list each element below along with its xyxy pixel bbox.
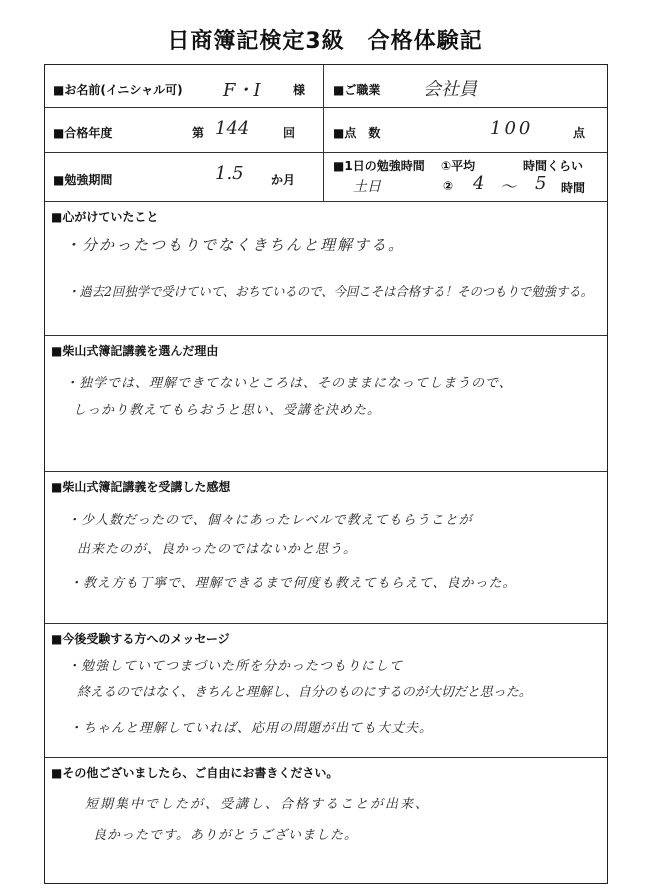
job-value: 会社員 xyxy=(423,79,477,100)
score-label: ■点 数 xyxy=(333,126,381,140)
column-divider xyxy=(323,65,324,201)
year-prefix: 第 xyxy=(192,126,205,140)
handwritten-line: 終えるのではなく、きちんと理解し、自分のものにするのが大切だと思った。 xyxy=(77,685,532,700)
handwritten-line: ・勉強していてつまづいた所を分かったつもりにして xyxy=(67,659,404,674)
section-heading: ■今後受験する方へのメッセージ xyxy=(51,632,230,646)
handwritten-line: しっかり教えてもらおうと思い、受講を決めた。 xyxy=(73,403,382,418)
section-efforts xyxy=(45,201,607,335)
section-heading: ■柴山式簿記講義を受講した感想 xyxy=(51,480,231,494)
section-heading: ■心がけていたこと xyxy=(51,210,159,224)
year-suffix: 回 xyxy=(283,126,296,140)
handwritten-line: ・ちゃんと理解していれば、応用の問題が出ても大丈夫。 xyxy=(69,721,434,736)
daily-weekend-note: 土日 xyxy=(353,179,381,195)
daily-hours-about: 時間くらい xyxy=(523,159,584,173)
handwritten-line: ・独学では、理解できてないところは、そのままになってしまうので、 xyxy=(65,376,513,391)
daily-option2: ② xyxy=(443,179,454,193)
period-suffix: か月 xyxy=(271,173,296,187)
section-heading: ■その他ございましたら、ご自由にお書きください。 xyxy=(51,766,339,780)
score-value: 100 xyxy=(490,118,534,139)
name-label: ■お名前(イニシャル可) xyxy=(53,83,183,97)
section-impressions xyxy=(45,471,607,623)
experience-form xyxy=(44,64,608,884)
daily-range-to: 5 xyxy=(535,173,547,194)
period-value: 1.5 xyxy=(215,163,244,184)
daily-range-from: 4 xyxy=(473,173,485,194)
handwritten-line: ・分かったつもりでなくきちんと理解する。 xyxy=(65,236,406,254)
year-label: ■合格年度 xyxy=(53,126,113,140)
period-label: ■勉強期間 xyxy=(53,173,113,187)
row-divider xyxy=(45,107,607,108)
handwritten-line: ・少人数だったので、個々にあったレベルで教えてもらうことが xyxy=(67,513,473,528)
handwritten-line: 良かったです。ありがとうございました。 xyxy=(93,828,358,843)
job-label: ■ご職業 xyxy=(333,83,381,97)
name-suffix: 様 xyxy=(293,83,306,97)
name-value: F・I xyxy=(223,80,261,101)
handwritten-line: ・過去2回独学で受けていて、おちているので、今回こそは合格する！そのつもりで勉強する。 xyxy=(67,285,593,300)
daily-range-sep: ～ xyxy=(500,177,517,196)
section-reason xyxy=(45,335,607,471)
handwritten-line: ・教え方も丁寧で、理解できるまで何度も教えてもらえて、良かった。 xyxy=(69,576,517,591)
year-value: 144 xyxy=(215,118,250,139)
section-message xyxy=(45,623,607,757)
handwritten-line: 短期集中でしたが、受講し、合格することが出来、 xyxy=(85,797,431,812)
daily-label: ■1日の勉強時間 xyxy=(333,159,425,173)
row-divider xyxy=(45,152,607,153)
daily-hours: 時間 xyxy=(561,181,586,195)
daily-option1: ①平均 xyxy=(441,159,476,173)
section-other xyxy=(45,757,607,883)
handwritten-line: 出来たのが、良かったのではないかと思う。 xyxy=(77,542,358,557)
score-suffix: 点 xyxy=(573,126,586,140)
page-title: 日商簿記検定3級 合格体験記 xyxy=(167,29,483,54)
section-heading: ■柴山式簿記講義を選んだ理由 xyxy=(51,344,219,358)
